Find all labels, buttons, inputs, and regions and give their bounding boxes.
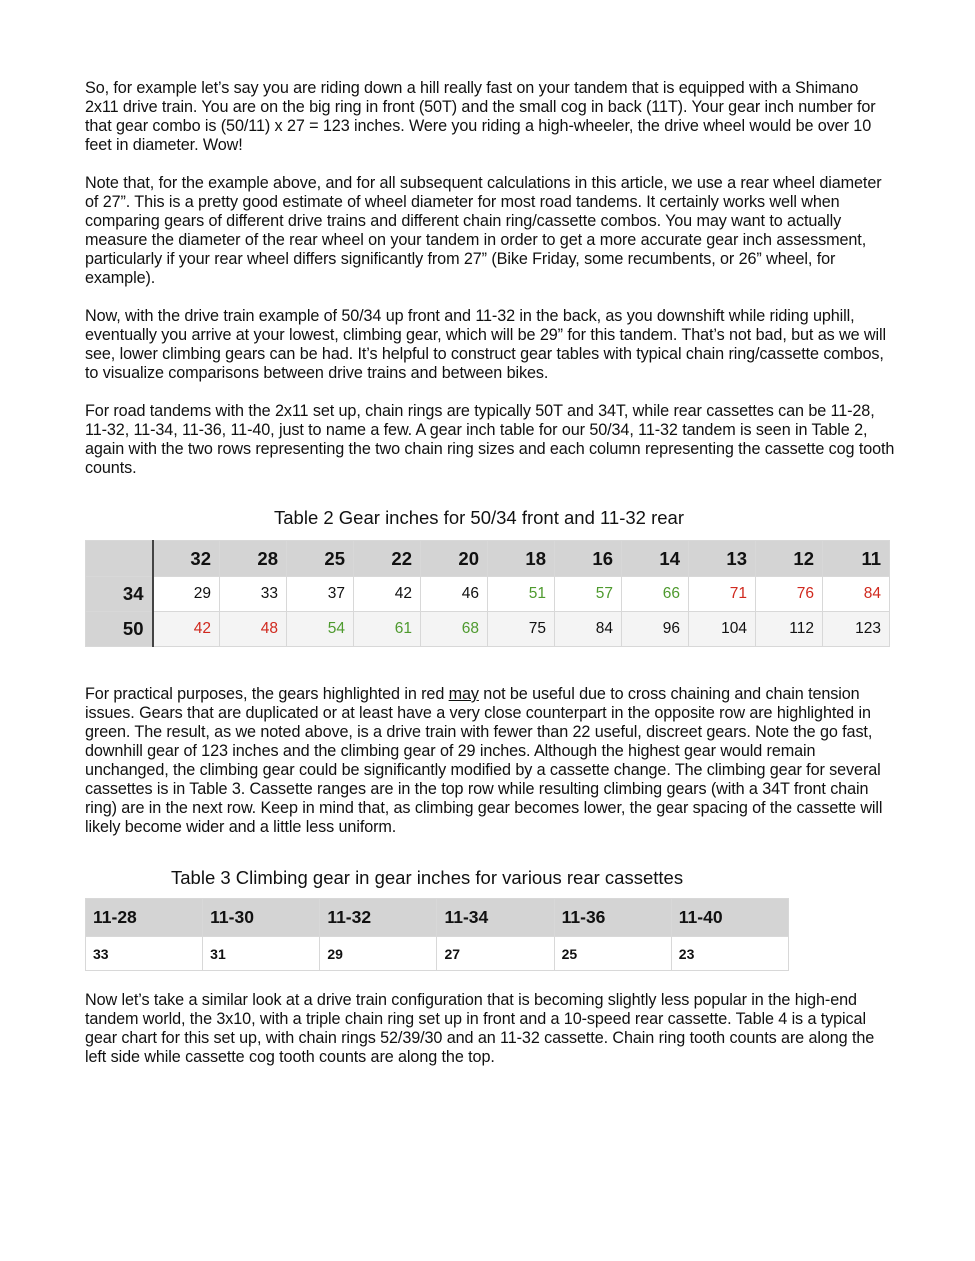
cassette-header: 11-32 [320,899,437,937]
gear-cell: 42 [153,612,220,647]
paragraph-5-start: For practical purposes, the gears highlighted in red [85,685,449,703]
gear-cell: 37 [287,577,354,612]
cog-header: 28 [220,541,287,577]
chain-ring-label: 34 [86,577,153,612]
gear-inch-table [85,540,890,647]
cassette-header: 11-34 [437,899,554,937]
chain-ring-label: 50 [86,612,153,647]
cog-header: 14 [622,541,689,577]
cassette-header: 11-28 [86,899,203,937]
table-3-caption-wrap [85,867,895,889]
table-row [86,612,890,647]
cassette-header: 11-40 [671,899,788,937]
gear-cell: 61 [354,612,421,647]
gear-cell: 51 [488,577,555,612]
gear-cell: 96 [622,612,689,647]
gear-cell: 75 [488,612,555,647]
climbing-gear-cell: 33 [86,937,203,971]
document-page [85,79,895,1067]
gear-cell: 84 [555,612,622,647]
table-2-caption-wrap [85,507,895,529]
paragraph-5-rest: not be useful due to cross chaining and chain tension issues. Gears that are duplicated or at least have a very close counterpart in the opposite row are highlighted in green. The result, as we noted above, is a drive train with fewer than 22 useful, discreet gears. Note the go fast, downhill gear of 123 inches and the climbing gear of 29 inches. Although the highest gear would remain unchanged, the climbing gear could be significantly modified by a cassette change. The climbing gear for several cassettes is in Table 3. Cassette ranges are in the top row while resulting climbing gears (with a 34T front chain ring) are in the next row. Keep in mind that, as climbing gear becomes lower, the gear spacing of the cassette will likely become wider and a little less uniform. [85,685,883,836]
paragraph-4: For road tandems with the 2x11 set up, chain rings are typically 50T and 34T, while rear cassettes can be 11-28, 11-32, 11-34, 11-36, 11-40, just to name a few. A gear inch table for our 50/34, 11-32 tandem is seen in Table 2, again with the two rows representing the two chain ring sizes and each column representing the cassette cog tooth counts. [85,402,895,477]
paragraph-2: Note that, for the example above, and for all subsequent calculations in this article, we use a rear wheel diameter of 27”. This is a pretty good estimate of wheel diameter for most road tandems. It certainly works well when comparing gears of different drive trains and different chain ring/cassette combos. You may want to actually measure the diameter of the rear wheel on your tandem in order to get a more accurate gear inch assessment, particularly if your rear wheel differs significantly from 27” (Bike Friday, some recumbents, or 26” wheel, for example). [85,174,882,287]
gear-cell: 33 [220,577,287,612]
paragraph-6: Now let’s take a similar look at a drive train configuration that is becoming slightly less popular in the high-end tandem world, the 3x10, with a triple chain ring set up in front and a 10-speed rear cassette. Table 4 is a typical gear chart for this set up, with chain rings 52/39/30 and an 11-32 cassette. Chain ring tooth counts are along the left side while cassette cog tooth counts are along the top. [85,991,875,1066]
cassette-header: 11-36 [554,899,671,937]
cog-header: 12 [756,541,823,577]
cog-header: 11 [823,541,890,577]
climbing-gear-cell: 29 [320,937,437,971]
paragraph-5 [85,685,895,837]
climbing-gear-table [85,898,789,971]
gear-cell: 57 [555,577,622,612]
cog-header: 18 [488,541,555,577]
gear-table-header-row [86,541,890,577]
table-corner-cell [86,541,153,577]
gear-cell: 66 [622,577,689,612]
gear-cell: 112 [756,612,823,647]
climbing-gear-cell: 31 [203,937,320,971]
cog-header: 13 [689,541,756,577]
table-row [86,577,890,612]
table-row [86,937,789,971]
cog-header: 32 [153,541,220,577]
climbing-gear-cell: 23 [671,937,788,971]
gear-cell: 42 [354,577,421,612]
gear-cell: 46 [421,577,488,612]
cog-header: 16 [555,541,622,577]
climbing-gear-cell: 27 [437,937,554,971]
gear-cell: 104 [689,612,756,647]
climbing-gear-cell: 25 [554,937,671,971]
cassette-header: 11-30 [203,899,320,937]
gear-cell: 54 [287,612,354,647]
gear-cell: 84 [823,577,890,612]
gear-cell: 68 [421,612,488,647]
paragraph-1: So, for example let’s say you are riding down a hill really fast on your tandem that is equipped with a Shimano 2x11 drive train. You are on the big ring in front (50T) and the small cog in back (11T). Your gear inch number for that gear combo is (50/11) x 27 = 123 inches. Were you riding a high-wheeler, the drive wheel would be over 10 feet in diameter. Wow! [85,79,876,154]
climb-table-header-row [86,899,789,937]
underlined-word: may [448,685,479,703]
cog-header: 25 [287,541,354,577]
gear-cell: 29 [153,577,220,612]
cog-header: 22 [354,541,421,577]
gear-cell: 48 [220,612,287,647]
gear-cell: 71 [689,577,756,612]
table-2-caption: Table 2 Gear inches for 50/34 front and 11-32 rear [274,507,684,528]
paragraph-3: Now, with the drive train example of 50/34 up front and 11-32 in the back, as you downshift while riding uphill, eventually you arrive at your lowest, climbing gear, which will be 29” for this tandem. That’s not bad, but as we will see, lower climbing gears can be had. It’s helpful to construct gear tables with typical chain ring/cassette combos, to visualize comparisons between drive trains and between bikes. [85,307,886,382]
gear-cell: 76 [756,577,823,612]
cog-header: 20 [421,541,488,577]
gear-cell: 123 [823,612,890,647]
table-3-caption: Table 3 Climbing gear in gear inches for various rear cassettes [171,867,684,888]
